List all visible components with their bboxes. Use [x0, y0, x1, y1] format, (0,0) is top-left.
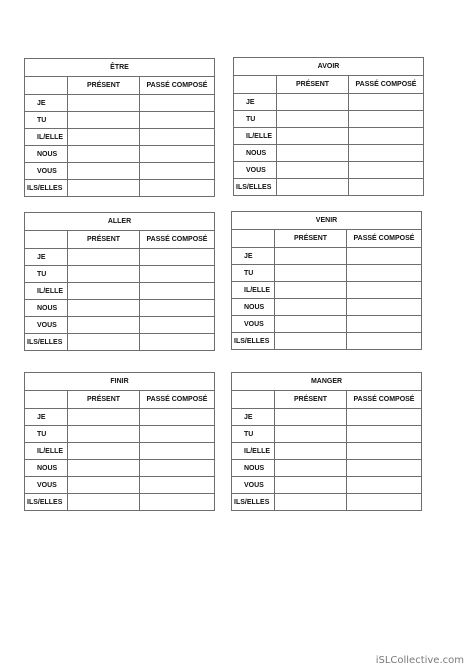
answer-cell[interactable]	[140, 283, 215, 300]
pronoun-label: VOUS	[25, 317, 68, 334]
answer-cell[interactable]	[68, 95, 140, 112]
answer-cell[interactable]	[140, 443, 215, 460]
pronoun-label: TU	[232, 426, 275, 443]
answer-cell[interactable]	[68, 317, 140, 334]
answer-cell[interactable]	[140, 460, 215, 477]
pronoun-label: IL/ELLE	[25, 283, 68, 300]
pronoun-label: VOUS	[234, 162, 277, 179]
answer-cell[interactable]	[68, 249, 140, 266]
present-header: PRÉSENT	[275, 230, 347, 248]
answer-cell[interactable]	[275, 333, 347, 350]
answer-cell[interactable]	[68, 494, 140, 511]
answer-cell[interactable]	[140, 112, 215, 129]
verb-table-avoir	[233, 57, 424, 196]
answer-cell[interactable]	[68, 112, 140, 129]
verb-title: MANGER	[232, 373, 422, 391]
answer-cell[interactable]	[349, 94, 424, 111]
answer-cell[interactable]	[347, 443, 422, 460]
answer-cell[interactable]	[68, 334, 140, 351]
answer-cell[interactable]	[140, 180, 215, 197]
pronoun-label: ILS/ELLES	[232, 333, 275, 350]
pronoun-label: NOUS	[25, 460, 68, 477]
answer-cell[interactable]	[140, 249, 215, 266]
pronoun-label: NOUS	[232, 299, 275, 316]
present-header: PRÉSENT	[68, 391, 140, 409]
answer-cell[interactable]	[275, 282, 347, 299]
answer-cell[interactable]	[349, 128, 424, 145]
answer-cell[interactable]	[347, 409, 422, 426]
answer-cell[interactable]	[277, 128, 349, 145]
answer-cell[interactable]	[349, 111, 424, 128]
answer-cell[interactable]	[347, 248, 422, 265]
pronoun-label: TU	[25, 426, 68, 443]
pronoun-label: TU	[232, 265, 275, 282]
answer-cell[interactable]	[68, 426, 140, 443]
answer-cell[interactable]	[347, 299, 422, 316]
pronoun-label: JE	[25, 249, 68, 266]
answer-cell[interactable]	[347, 282, 422, 299]
passe-compose-header: PASSÉ COMPOSÉ	[347, 391, 422, 409]
pronoun-label: IL/ELLE	[232, 282, 275, 299]
pronoun-label: VOUS	[25, 163, 68, 180]
answer-cell[interactable]	[68, 460, 140, 477]
pronoun-label: JE	[234, 94, 277, 111]
pronoun-label: VOUS	[232, 477, 275, 494]
answer-cell[interactable]	[275, 494, 347, 511]
pronoun-label: VOUS	[25, 477, 68, 494]
verb-title: ALLER	[25, 213, 215, 231]
answer-cell[interactable]	[347, 426, 422, 443]
verb-table-manger	[231, 372, 422, 511]
verb-table-etre	[24, 58, 215, 197]
answer-cell[interactable]	[68, 163, 140, 180]
answer-cell[interactable]	[140, 95, 215, 112]
answer-cell[interactable]	[275, 426, 347, 443]
pronoun-label: NOUS	[234, 145, 277, 162]
answer-cell[interactable]	[275, 265, 347, 282]
verb-title: FINIR	[25, 373, 215, 391]
pronoun-label: ILS/ELLES	[232, 494, 275, 511]
answer-cell[interactable]	[68, 409, 140, 426]
pronoun-label: NOUS	[232, 460, 275, 477]
answer-cell[interactable]	[277, 145, 349, 162]
answer-cell[interactable]	[68, 129, 140, 146]
verb-title: AVOIR	[234, 58, 424, 76]
answer-cell[interactable]	[275, 460, 347, 477]
passe-compose-header: PASSÉ COMPOSÉ	[140, 391, 215, 409]
answer-cell[interactable]	[68, 266, 140, 283]
pronoun-label: IL/ELLE	[234, 128, 277, 145]
answer-cell[interactable]	[275, 477, 347, 494]
passe-compose-header: PASSÉ COMPOSÉ	[347, 230, 422, 248]
present-header: PRÉSENT	[275, 391, 347, 409]
answer-cell[interactable]	[275, 316, 347, 333]
present-header: PRÉSENT	[68, 231, 140, 249]
pronoun-label: VOUS	[232, 316, 275, 333]
answer-cell[interactable]	[68, 283, 140, 300]
answer-cell[interactable]	[277, 162, 349, 179]
answer-cell[interactable]	[140, 426, 215, 443]
answer-cell[interactable]	[140, 409, 215, 426]
answer-cell[interactable]	[277, 94, 349, 111]
pronoun-label: NOUS	[25, 300, 68, 317]
verb-title: VENIR	[232, 212, 422, 230]
answer-cell[interactable]	[68, 300, 140, 317]
answer-cell[interactable]	[347, 460, 422, 477]
answer-cell[interactable]	[68, 146, 140, 163]
answer-cell[interactable]	[140, 146, 215, 163]
verb-table-aller	[24, 212, 215, 351]
answer-cell[interactable]	[140, 477, 215, 494]
present-header: PRÉSENT	[277, 76, 349, 94]
verb-table-venir	[231, 211, 422, 350]
answer-cell[interactable]	[140, 494, 215, 511]
pronoun-label: ILS/ELLES	[25, 334, 68, 351]
pronoun-label: TU	[25, 112, 68, 129]
answer-cell[interactable]	[347, 333, 422, 350]
answer-cell[interactable]	[275, 443, 347, 460]
pronoun-label: TU	[234, 111, 277, 128]
pronoun-label: ILS/ELLES	[234, 179, 277, 196]
answer-cell[interactable]	[275, 299, 347, 316]
answer-cell[interactable]	[140, 317, 215, 334]
verb-table-finir	[24, 372, 215, 511]
answer-cell[interactable]	[347, 494, 422, 511]
passe-compose-header: PASSÉ COMPOSÉ	[140, 231, 215, 249]
pronoun-label: NOUS	[25, 146, 68, 163]
answer-cell[interactable]	[347, 477, 422, 494]
answer-cell[interactable]	[347, 316, 422, 333]
passe-compose-header: PASSÉ COMPOSÉ	[349, 76, 424, 94]
pronoun-label: IL/ELLE	[25, 443, 68, 460]
answer-cell[interactable]	[140, 334, 215, 351]
answer-cell[interactable]	[140, 163, 215, 180]
pronoun-label: IL/ELLE	[232, 443, 275, 460]
pronoun-label: JE	[25, 409, 68, 426]
answer-cell[interactable]	[275, 409, 347, 426]
answer-cell[interactable]	[349, 179, 424, 196]
answer-cell[interactable]	[277, 111, 349, 128]
present-header: PRÉSENT	[68, 77, 140, 95]
answer-cell[interactable]	[68, 477, 140, 494]
answer-cell[interactable]	[277, 179, 349, 196]
answer-cell[interactable]	[140, 266, 215, 283]
answer-cell[interactable]	[140, 300, 215, 317]
pronoun-label: ILS/ELLES	[25, 180, 68, 197]
pronoun-label: ILS/ELLES	[25, 494, 68, 511]
answer-cell[interactable]	[349, 162, 424, 179]
site-watermark: iSLCollective.com	[375, 655, 464, 666]
answer-cell[interactable]	[68, 443, 140, 460]
pronoun-label: JE	[25, 95, 68, 112]
answer-cell[interactable]	[68, 180, 140, 197]
pronoun-label: JE	[232, 248, 275, 265]
passe-compose-header: PASSÉ COMPOSÉ	[140, 77, 215, 95]
pronoun-label: JE	[232, 409, 275, 426]
answer-cell[interactable]	[140, 129, 215, 146]
answer-cell[interactable]	[349, 145, 424, 162]
pronoun-label: IL/ELLE	[25, 129, 68, 146]
verb-title: ÊTRE	[25, 59, 215, 77]
answer-cell[interactable]	[275, 248, 347, 265]
pronoun-label: TU	[25, 266, 68, 283]
answer-cell[interactable]	[347, 265, 422, 282]
